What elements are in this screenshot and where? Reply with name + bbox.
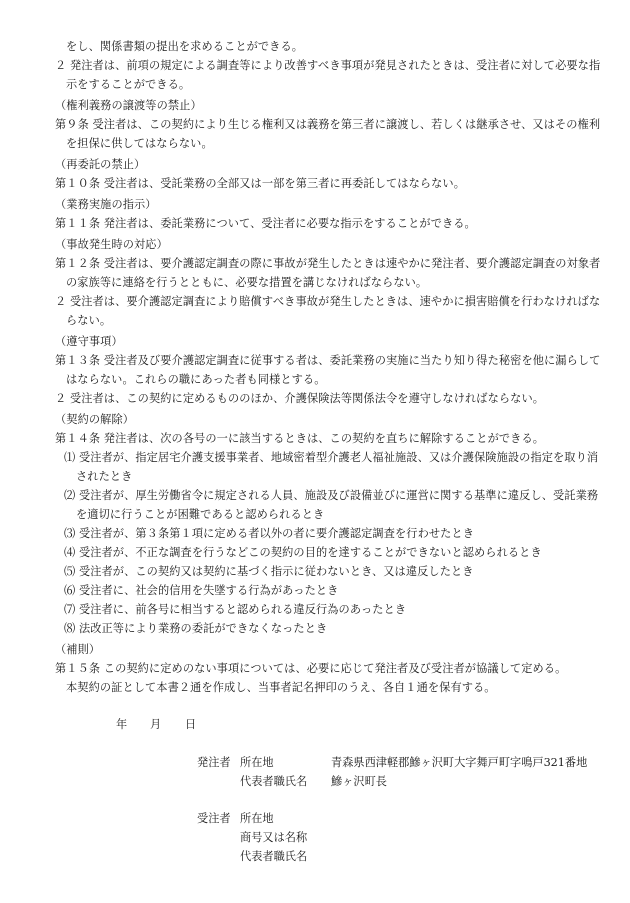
list-item: ⑷ 受注者が、不正な調査を行うなどこの契約の目的を達することができないと認められるとき: [64, 546, 542, 559]
orderer-address-label: 所在地: [240, 756, 274, 769]
section-heading: （補則）: [55, 643, 101, 656]
text-line: を担保に供してはならない。: [66, 137, 213, 150]
list-item: ⑸ 受注者が、この契約又は契約に基づく指示に従わないとき、又は違反したとき: [64, 565, 474, 578]
list-item: ⑶ 受注者が、第３条第１項に定める者以外の者に要介護認定調査を行わせたとき: [64, 527, 475, 540]
orderer-rep-label: 代表者職氏名: [240, 775, 308, 788]
section-heading: （再委託の禁止）: [55, 158, 146, 171]
date-year: 年: [116, 718, 128, 731]
list-item: ⑹ 受注者に、社会的信用を失墜する行為があったとき: [64, 584, 339, 597]
section-heading: （契約の解除）: [55, 413, 135, 426]
article-13: 第１３条 受注者及び要介護認定調査に従事する者は、委託業務の実施に当たり知り得た秘密を他に漏らして: [55, 354, 601, 367]
text-line: ２ 発注者は、前項の規定による調査等により改善すべき事項が発見されたときは、受注者に対して必要な指: [55, 59, 601, 72]
list-item: ⑵ 受注者が、厚生労働省令に規定される人員、施設及び設備並びに運営に関する基準に違反し、受託業務: [64, 489, 599, 502]
text-line: はならない。これらの職にあった者も同様とする。: [66, 373, 326, 386]
article-15: 第１５条 この契約に定めのない事項については、必要に応じて発注者及び受注者が協議して定める。: [55, 662, 567, 675]
section-heading: （権利義務の譲渡等の禁止）: [55, 99, 202, 112]
orderer-rep: 鰺ヶ沢町長: [331, 775, 387, 788]
article-11: 第１１条 発注者は、委託業務について、受注者に必要な指示をすることができる。: [55, 217, 476, 230]
text-line: らない。: [66, 314, 112, 327]
date-month: 月: [150, 718, 162, 731]
article-14: 第１４条 発注者は、次の各号の一に該当するときは、この契約を直ちに解除することができる。: [55, 432, 545, 445]
article-12: 第１２条 受注者は、要介護認定調査の際に事故が発生したときは速やかに発注者、要介護認定調査の対象者: [55, 257, 601, 270]
list-item: ⑻ 法改正等により業務の委託ができなくなったとき: [64, 622, 328, 635]
orderer-address: 青森県西津軽郡鰺ヶ沢町大字舞戸町字鳴戸321番地: [331, 756, 588, 769]
article-9: 第９条 受注者は、この契約により生じる権利又は義務を第三者に譲渡し、若しくは継承させ、又はその権利: [55, 118, 601, 131]
list-item: ⑴ 受注者が、指定居宅介護支援事業者、地域密着型介護老人福祉施設、又は介護保険施設の指定を取り消: [64, 451, 599, 464]
text-line: ２ 受注者は、この契約に定めるもののほか、介護保険法等関係法令を遵守しなければならない。: [55, 392, 545, 405]
article-10: 第１０条 受注者は、受託業務の全部又は一部を第三者に再委託してはならない。: [55, 177, 466, 190]
orderer-role: 発注者: [197, 756, 231, 769]
date-day: 日: [185, 718, 197, 731]
text-line: ２ 受注者は、要介護認定調査により賠償すべき事故が発生したときは、速やかに損害賠償を行わなければな: [55, 295, 601, 308]
section-heading: （遵守事項）: [55, 335, 123, 348]
contractor-name-label: 商号又は名称: [240, 831, 308, 844]
section-heading: （事故発生時の対応）: [55, 238, 168, 251]
contractor-role: 受注者: [197, 812, 231, 825]
list-item: ⑺ 受注者に、前各号に相当すると認められる違反行為のあったとき: [64, 603, 407, 616]
section-heading: （業務実施の指示）: [55, 198, 157, 211]
text-line: されたとき: [76, 470, 133, 483]
text-line: を適切に行うことが困難であると認められるとき: [76, 508, 325, 521]
contractor-rep-label: 代表者職氏名: [240, 850, 308, 863]
text-line: をし、関係書類の提出を求めることができる。: [66, 40, 304, 53]
text-line: の家族等に連絡を行うとともに、必要な措置を講じなければならない。: [66, 276, 428, 289]
text-line: 示をすることができる。: [66, 78, 191, 91]
closing-statement: 本契約の証として本書２通を作成し、当事者記名押印のうえ、各自１通を保有する。: [66, 681, 496, 694]
contractor-address-label: 所在地: [240, 812, 274, 825]
